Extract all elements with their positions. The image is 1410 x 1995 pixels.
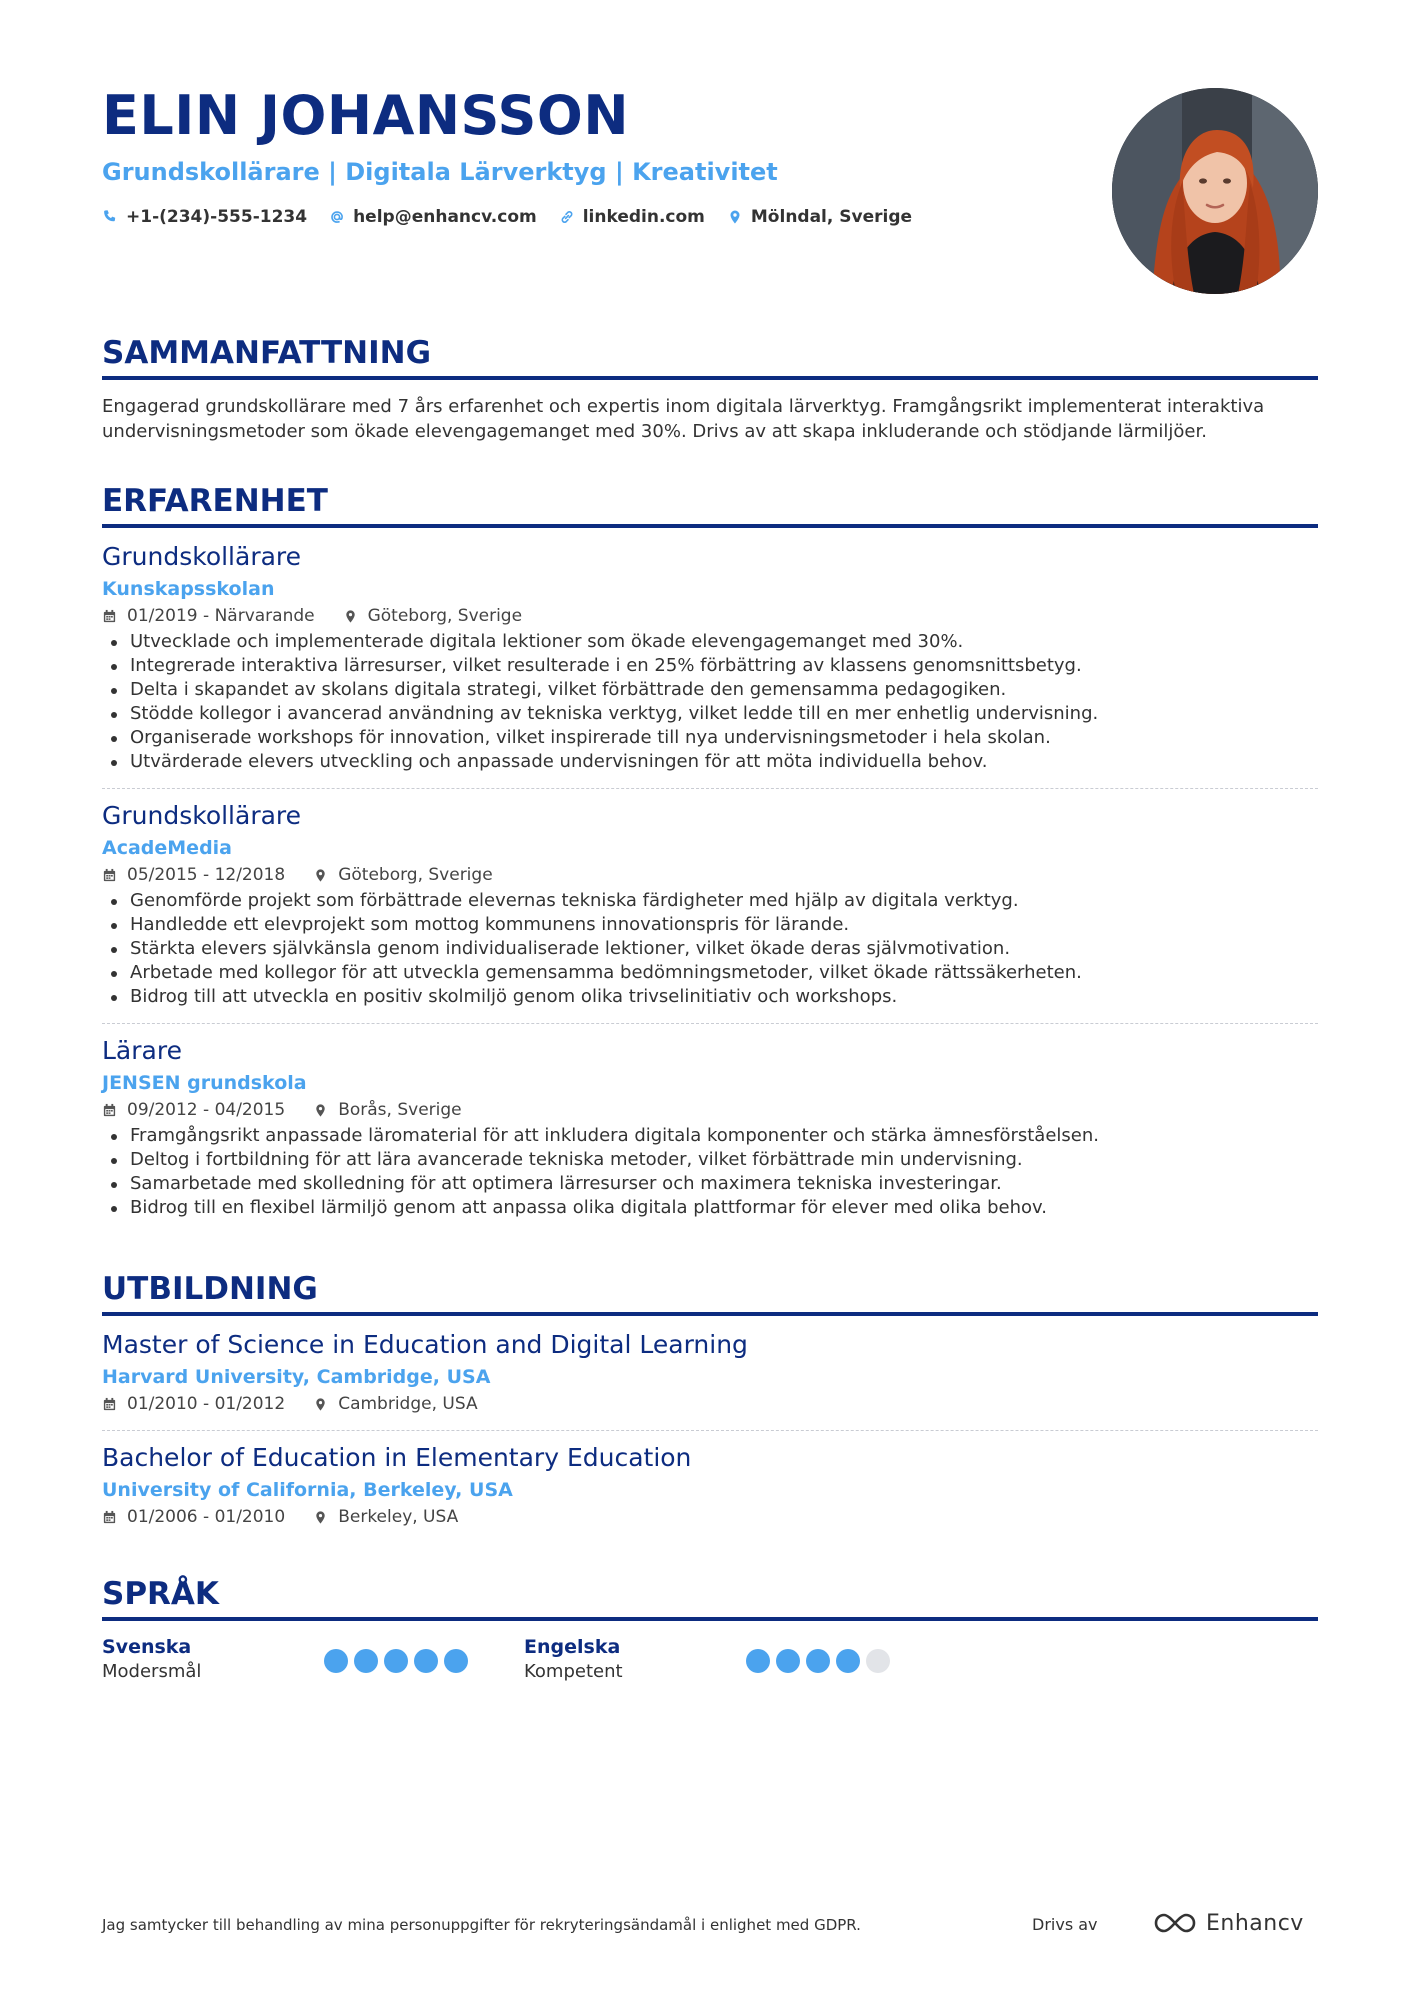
summary-section [102, 334, 1318, 444]
education-dates-text: 01/2010 - 01/2012 [127, 1394, 286, 1414]
job-dates-text: 01/2019 - Närvarande [127, 606, 315, 626]
resume-header [102, 84, 1318, 314]
education-heading: UTBILDNING [102, 1270, 1318, 1316]
rating-dot-filled [776, 1649, 800, 1673]
job-meta [102, 1098, 1318, 1122]
contact-location-text: Mölndal, Sverige [750, 207, 913, 227]
job-location-text: Göteborg, Sverige [338, 865, 493, 885]
profile-photo-image [1112, 88, 1318, 294]
rating-dot-filled [354, 1649, 378, 1673]
languages-section [102, 1575, 1318, 1685]
phone-icon [102, 209, 118, 225]
degree-title: Bachelor of Education in Elementary Education [102, 1443, 692, 1472]
contact-linkedin[interactable] [559, 206, 705, 228]
language-rating [746, 1635, 896, 1685]
education-location [313, 1392, 477, 1416]
link-icon [559, 209, 575, 225]
job-bullets [102, 889, 1318, 1009]
location-pin-icon [313, 1397, 328, 1412]
candidate-name: ELIN JOHANSSON [102, 84, 630, 147]
bullet-item: Organiserade workshops för innovation, vilket inspirerade till nya undervisningsmetoder i hela skolan. [102, 726, 1318, 750]
job-location [343, 604, 522, 628]
calendar-icon [102, 1103, 117, 1118]
job-dates-text: 05/2015 - 12/2018 [127, 865, 286, 885]
education-dates-text: 01/2006 - 01/2010 [127, 1507, 286, 1527]
bullet-item: Bidrog till en flexibel lärmiljö genom att anpassa olika digitala plattformar för elever med olika behov. [102, 1196, 1318, 1220]
location-pin-icon [343, 609, 358, 624]
education-location-text: Cambridge, USA [338, 1394, 478, 1414]
job-title: Lärare [102, 1036, 182, 1065]
degree-title: Master of Science in Education and Digital Learning [102, 1330, 748, 1359]
location-pin-icon [313, 1103, 328, 1118]
infinity-logo-icon [1152, 1910, 1198, 1936]
contact-email-text: help@enhancv.com [353, 207, 537, 227]
language-level: Kompetent [524, 1661, 623, 1682]
bullet-item: Bidrog till att utveckla en positiv skolmiljö genom olika trivselinitiativ och workshops. [102, 985, 1318, 1009]
job-meta [102, 863, 1318, 887]
rating-dot-empty [866, 1649, 890, 1673]
bullet-item: Delta i skapandet av skolans digitala strategi, vilket förbättrade den gemensamma pedagogiken. [102, 678, 1318, 702]
job-meta [102, 604, 1318, 628]
job-dates [102, 863, 285, 887]
employer-name: AcadeMedia [102, 837, 233, 859]
bullet-item: Handledde ett elevprojekt som mottog kommunens innovationspris för lärande. [102, 913, 1318, 937]
experience-entry [102, 788, 1318, 1009]
rating-dot-filled [444, 1649, 468, 1673]
contact-phone-text: +1-(234)-555-1234 [126, 207, 308, 227]
bullet-item: Genomförde projekt som förbättrade elevernas tekniska färdigheter med hjälp av digitala verktyg. [102, 889, 1318, 913]
brand-name: Enhancv [1206, 1910, 1304, 1936]
contact-email[interactable] [329, 206, 537, 228]
rating-dot-filled [414, 1649, 438, 1673]
powered-by-label: Drivs av [1032, 1915, 1098, 1934]
job-bullets [102, 1124, 1318, 1220]
resume-content [102, 84, 1318, 1685]
experience-entry [102, 1023, 1318, 1220]
language-list [102, 1635, 1318, 1685]
language-rating [324, 1635, 474, 1685]
job-dates [102, 604, 315, 628]
job-dates-text: 09/2012 - 04/2015 [127, 1100, 286, 1120]
calendar-icon [102, 1510, 117, 1525]
location-pin-icon [727, 209, 743, 225]
job-bullets [102, 630, 1318, 774]
contact-linkedin-text: linkedin.com [582, 207, 705, 227]
rating-dot-filled [746, 1649, 770, 1673]
rating-dot-filled [384, 1649, 408, 1673]
contact-phone[interactable] [102, 206, 307, 228]
experience-heading: ERFARENHET [102, 482, 1318, 528]
enhancv-logo[interactable] [1152, 1910, 1304, 1936]
job-location [313, 863, 492, 887]
education-meta [102, 1505, 1318, 1529]
summary-text: Engagerad grundskollärare med 7 års erfarenhet och expertis inom digitala lärverktyg. Framgångsrikt implementerat interaktiva undervisningsmetoder som ökade elevengagemanget med 30%. Drivs av att skapa inkluderande och stödjande lärmiljöer. [102, 396, 1265, 442]
experience-entry [102, 528, 1318, 774]
location-pin-icon [313, 868, 328, 883]
job-location-text: Göteborg, Sverige [367, 606, 523, 626]
job-title: Grundskollärare [102, 801, 302, 830]
language-name: Svenska [102, 1636, 192, 1658]
language-text [524, 1635, 746, 1685]
language-name: Engelska [524, 1636, 621, 1658]
bullet-item: Utvärderade elevers utveckling och anpassade undervisningen för att möta individuella behov. [102, 750, 1318, 774]
employer-name: Kunskapsskolan [102, 578, 275, 600]
education-entry [102, 1316, 1318, 1416]
school-name: Harvard University, Cambridge, USA [102, 1366, 491, 1388]
bullet-item: Arbetade med kollegor för att utveckla gemensamma bedömningsmetoder, vilket ökade rättssäkerheten. [102, 961, 1318, 985]
language-item [524, 1635, 946, 1685]
education-meta [102, 1392, 1318, 1416]
language-item [102, 1635, 524, 1685]
bullet-item: Utvecklade och implementerade digitala lektioner som ökade elevengagemanget med 30%. [102, 630, 1318, 654]
profile-photo [1112, 88, 1318, 294]
experience-section [102, 482, 1318, 1220]
at-icon [329, 209, 345, 225]
rating-dot-filled [836, 1649, 860, 1673]
job-title: Grundskollärare [102, 542, 302, 571]
language-level: Modersmål [102, 1661, 202, 1682]
bullet-item: Deltog i fortbildning för att lära avancerade tekniska metoder, vilket förbättrade min undervisning. [102, 1148, 1318, 1172]
education-entry [102, 1430, 1318, 1529]
education-location [313, 1505, 458, 1529]
bullet-item: Stödde kollegor i avancerad användning av tekniska verktyg, vilket ledde till en mer enhetlig undervisning. [102, 702, 1318, 726]
calendar-icon [102, 609, 117, 624]
calendar-icon [102, 868, 117, 883]
job-location [313, 1098, 461, 1122]
languages-heading: SPRÅK [102, 1575, 1318, 1621]
rating-dot-filled [324, 1649, 348, 1673]
page-footer [102, 1910, 1318, 1940]
rating-dot-filled [806, 1649, 830, 1673]
bullet-item: Framgångsrikt anpassade läromaterial för att inkludera digitala komponenter och stärka ämnesförståelsen. [102, 1124, 1318, 1148]
education-section [102, 1270, 1318, 1529]
contact-location [727, 206, 912, 228]
education-dates [102, 1392, 285, 1416]
job-location-text: Borås, Sverige [338, 1100, 462, 1120]
summary-heading: SAMMANFATTNING [102, 334, 1318, 380]
school-name: University of California, Berkeley, USA [102, 1479, 513, 1501]
education-location-text: Berkeley, USA [338, 1507, 459, 1527]
language-text [102, 1635, 324, 1685]
bullet-item: Stärkta elevers självkänsla genom individualiserade lektioner, vilket ökade deras självmotivation. [102, 937, 1318, 961]
education-dates [102, 1505, 285, 1529]
employer-name: JENSEN grundskola [102, 1072, 307, 1094]
candidate-headline: Grundskollärare | Digitala Lärverktyg | Kreativitet [102, 158, 778, 186]
location-pin-icon [313, 1510, 328, 1525]
job-dates [102, 1098, 285, 1122]
bullet-item: Samarbetade med skolledning för att optimera lärresurser och maximera tekniska investeringar. [102, 1172, 1318, 1196]
bullet-item: Integrerade interaktiva lärresurser, vilket resulterade i en 25% förbättring av klassens genomsnittsbetyg. [102, 654, 1318, 678]
calendar-icon [102, 1397, 117, 1412]
gdpr-consent-text: Jag samtycker till behandling av mina personuppgifter för rekryteringsändamål i enlighet med GDPR. [102, 1916, 861, 1934]
